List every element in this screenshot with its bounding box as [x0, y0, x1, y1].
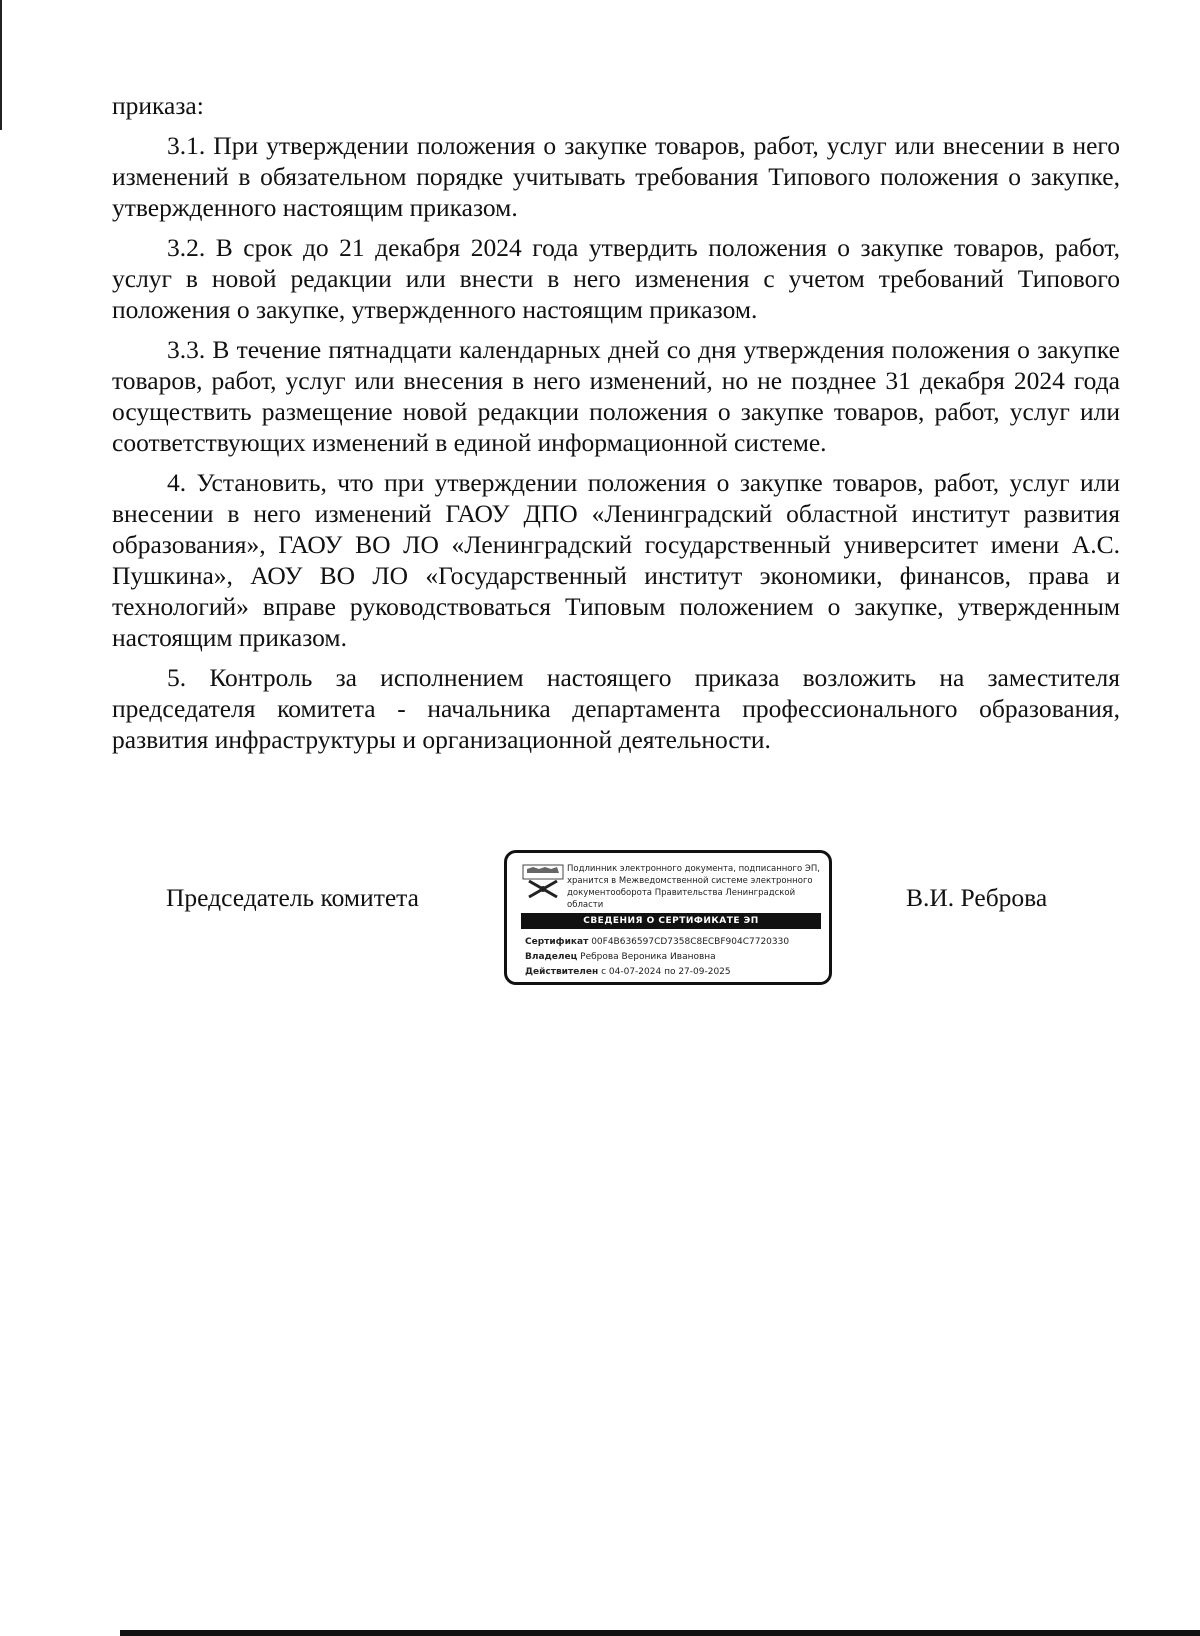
- stamp-owner-value: Реброва Вероника Ивановна: [580, 952, 716, 962]
- stamp-details: [525, 935, 789, 980]
- paragraph-lead: приказа:: [112, 91, 204, 120]
- document-body: [112, 90, 1120, 764]
- signer-title: Председатель комитета: [166, 883, 419, 912]
- stamp-valid-value: с 04-07-2024 по 27-09-2025: [601, 967, 731, 977]
- coat-of-arms-icon: [521, 863, 565, 901]
- scan-bottom-edge: [120, 1630, 1200, 1636]
- stamp-band: СВЕДЕНИЯ О СЕРТИФИКАТЕ ЭП: [521, 913, 821, 929]
- paragraph-3-1: 3.1. При утверждении положения о закупке товаров, работ, услуг или внесении в него изменений в обязательном порядке учитывать требования Типового положения о закупке, утвержденного настоящим приказом.: [112, 131, 1120, 222]
- paragraph-4: 4. Установить, что при утверждении положения о закупке товаров, работ, услуг или внесении в него изменений ГАОУ ДПО «Ленинградский областной институт развития образования», ГАОУ ВО ЛО «Ленинградский государственный университет имени А.С. Пушкина», АОУ ВО ЛО «Государственный институт экономики, финансов, права и технологий» вправе руководствоваться Типовым положением о закупке, утвержденным настоящим приказом.: [112, 468, 1120, 652]
- scan-left-edge: [0, 0, 2, 130]
- signer-name: В.И. Реброва: [906, 883, 1048, 912]
- stamp-certificate-label: Сертификат: [525, 937, 589, 947]
- stamp-header: Подлинник электронного документа, подписанного ЭП, хранится в Межведомственной системе электронного документооборота Правительства Ленинградской области: [567, 864, 820, 910]
- electronic-signature-stamp: [504, 850, 832, 985]
- paragraph-3-2: 3.2. В срок до 21 декабря 2024 года утвердить положения о закупке товаров, работ, услуг в новой редакции или внести в него изменения с учетом требований Типового положения о закупке, утвержденного настоящим приказом.: [112, 233, 1120, 324]
- paragraph-3-3: 3.3. В течение пятнадцати календарных дней со дня утверждения положения о закупке товаров, работ, услуг или внесения в него изменений, но не позднее 31 декабря 2024 года осуществить размещение новой редакции положения о закупке товаров, работ, услуг или соответствующих изменений в единой информационной системе.: [112, 335, 1120, 457]
- paragraph-5: 5. Контроль за исполнением настоящего приказа возложить на заместителя председателя комитета - начальника департамента профессионального образования, развития инфраструктуры и организационной деятельности.: [112, 663, 1120, 754]
- signature-block: [0, 850, 1200, 1000]
- stamp-certificate-value: 00F4B636597CD7358C8ECBF904C7720330: [591, 937, 790, 947]
- stamp-certificate-line: [525, 935, 789, 950]
- stamp-owner-line: [525, 950, 789, 965]
- stamp-valid-line: [525, 965, 789, 980]
- stamp-owner-label: Владелец: [525, 952, 578, 962]
- stamp-valid-label: Действителен: [525, 967, 599, 977]
